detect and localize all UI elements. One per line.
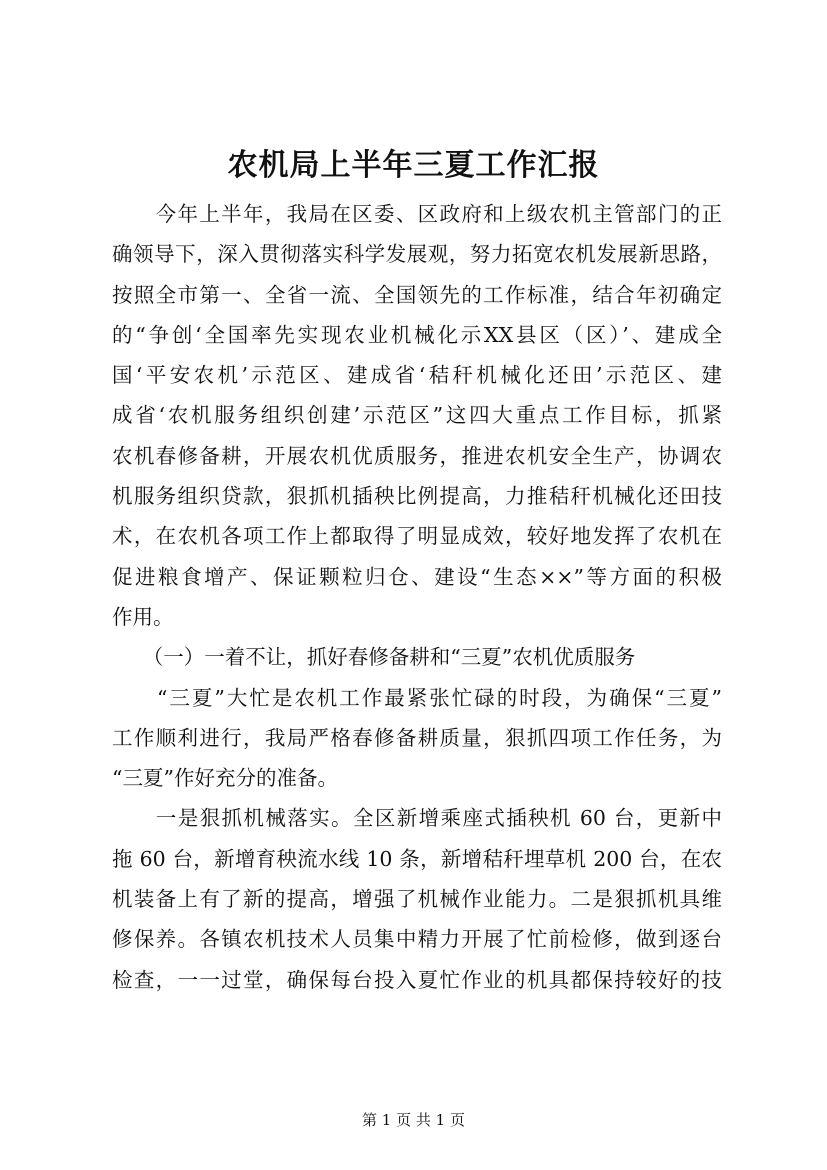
body-line: “三夏”作好充分的准备。: [112, 766, 338, 791]
body-line: 确领导下，深入贯彻落实科学发展观，努力拓宽农机发展新思路，: [112, 242, 722, 267]
body-line: 工作顺利进行，我局严格春修备耕质量，狠抓四项工作任务，为: [112, 725, 722, 750]
body-line: 作用。: [112, 604, 174, 629]
page-number-footer: 第 1 页 共 1 页: [362, 1111, 465, 1129]
body-line: 今年上半年，我局在区委、区政府和上级农机主管部门的正: [112, 202, 722, 226]
body-line: 修保养。各镇农机技术人员集中精力开展了忙前检修，做到逐台: [112, 927, 722, 952]
body-line: 农机春修备耕，开展农机优质服务，推进农机安全生产，协调农: [112, 443, 722, 468]
body-line: 机装备上有了新的提高，增强了机械作业能力。二是狠抓机具维: [112, 887, 722, 912]
body-line: 拖 60 台，新增育秧流水线 10 条，新增秸秆埋草机 200 台，在农: [112, 846, 722, 871]
body-line: 的“争创‘全国率先实现农业机械化示XX县区（区）’、建成全: [112, 322, 722, 347]
body-line: 一是狠抓机械落实。全区新增乘座式插秧机 60 台，更新中: [112, 806, 722, 831]
body-line: “三夏”大忙是农机工作最紧张忙碌的时段，为确保“三夏”: [112, 685, 722, 710]
body-line: 按照全市第一、全省一流、全国领先的工作标准，结合年初确定: [112, 282, 722, 307]
body-line: 国‘平安农机’示范区、建成省‘秸秆机械化还田’示范区、建: [112, 363, 722, 388]
body-line: 促进粮食增产、保证颗粒归仓、建设“生态××”等方面的积极: [112, 564, 722, 589]
document-body: [112, 194, 722, 1000]
document-title: 农机局上半年三夏工作汇报: [227, 148, 600, 183]
body-line: 检查，一一过堂，确保每台投入夏忙作业的机具都保持较好的技: [112, 967, 722, 992]
section-heading: （一）一着不让，抓好春修备耕和“三夏”农机优质服务: [112, 645, 636, 670]
body-line: 成省‘农机服务组织创建’示范区”这四大重点工作目标，抓紧: [112, 403, 722, 428]
body-line: 术，在农机各项工作上都取得了明显成效，较好地发挥了农机在: [112, 524, 722, 549]
body-line: 机服务组织贷款，狠抓机插秧比例提高，力推秸秆机械化还田技: [112, 484, 722, 509]
